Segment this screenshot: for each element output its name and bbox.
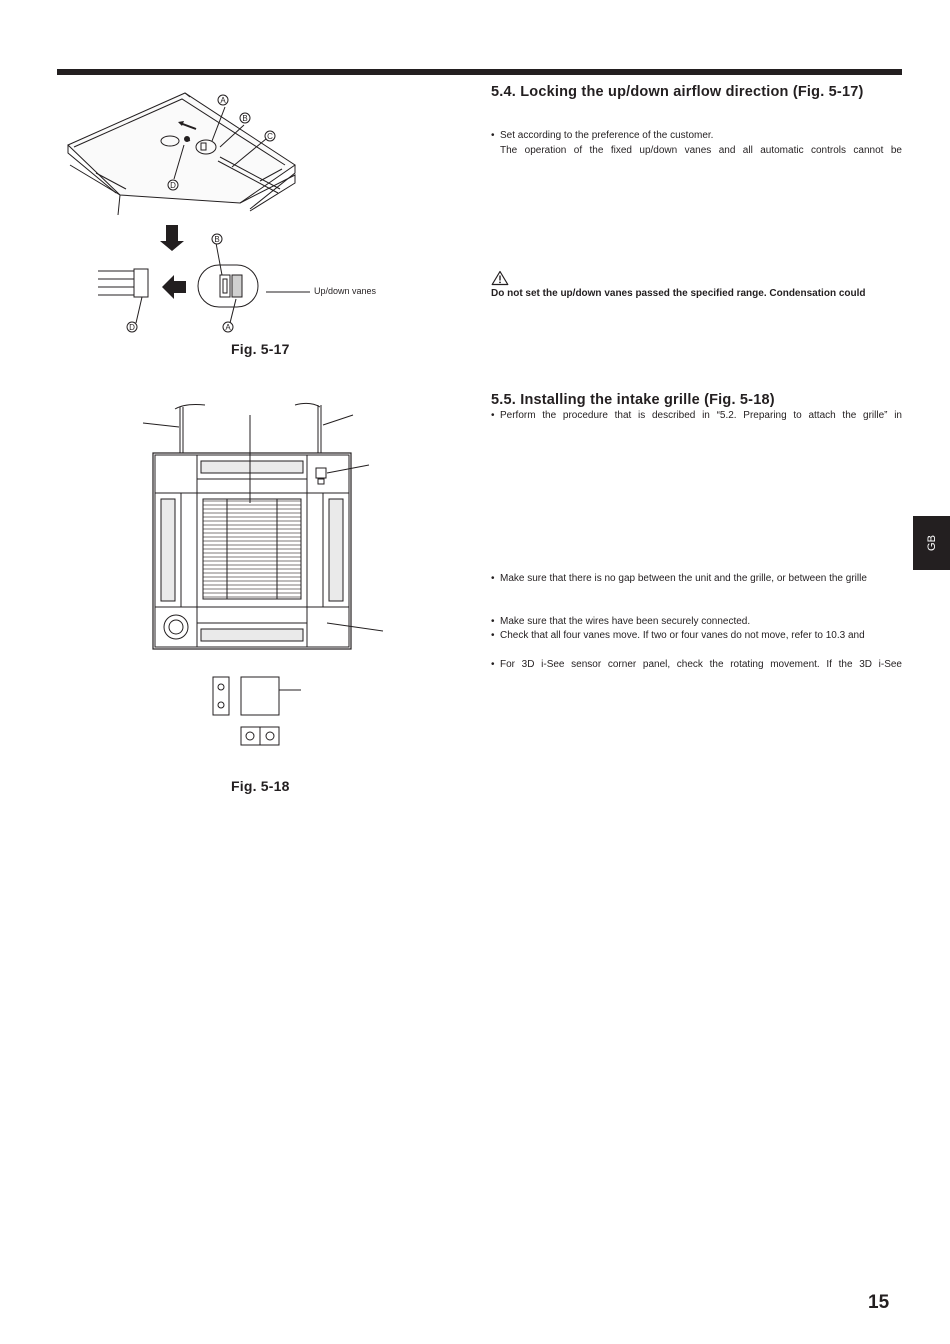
- section-5-5-bullet-4: [491, 628, 902, 643]
- figure-5-17: [60, 85, 390, 345]
- section-5-5-bullet-3-text: Make sure that the wires have been securely connected.: [500, 616, 751, 627]
- language-tab-label: GB: [925, 535, 938, 551]
- label-b-bottom: B: [214, 235, 220, 244]
- section-5-5-bullet-5: [491, 657, 902, 672]
- section-5-5-bullet-3: [491, 614, 902, 629]
- section-5-5-bullet-1-text: Perform the procedure that is described in “5.2. Preparing to attach the grille” in: [500, 410, 902, 421]
- figure-5-18-drawing: [135, 395, 395, 755]
- section-5-5-bullet-1: [491, 408, 902, 423]
- up-down-vanes-callout: Up/down vanes: [314, 286, 377, 296]
- figure-5-18: [135, 395, 395, 755]
- language-tab: [913, 516, 950, 570]
- top-rule: [57, 69, 902, 75]
- label-c: C: [267, 132, 273, 141]
- page-number: 15: [868, 1292, 890, 1313]
- bullet-symbol: •: [491, 659, 495, 670]
- section-5-5-heading: 5.5. Installing the intake grille (Fig. 5-18): [491, 392, 775, 408]
- section-5-4-bullet-1: [491, 128, 902, 143]
- label-a-bottom: A: [225, 323, 231, 332]
- label-a-top: A: [220, 96, 226, 105]
- section-5-5-bullet-5-text: For 3D i-See sensor corner panel, check the rotating movement. If the 3D i-See: [500, 659, 902, 670]
- warning-text: Do not set the up/down vanes passed the specified range. Condensation could: [491, 288, 866, 299]
- label-d-bottom: D: [129, 323, 135, 332]
- section-5-5-bullet-4-text: Check that all four vanes move. If two or four vanes do not move, refer to 10.3 and: [500, 630, 865, 641]
- section-5-4-bullet-1-continuation: The operation of the fixed up/down vanes and all automatic controls cannot be: [500, 145, 902, 156]
- bullet-symbol: •: [491, 410, 495, 421]
- bullet-symbol: •: [491, 573, 495, 584]
- bullet-symbol: •: [491, 616, 495, 627]
- section-5-5-bullet-2: [491, 571, 902, 586]
- label-b-top: B: [242, 114, 248, 123]
- section-5-5-bullet-2-text: Make sure that there is no gap between the unit and the grille, or between the grille: [500, 573, 867, 584]
- label-d-top: D: [170, 181, 176, 190]
- warning-triangle-icon-shape: [491, 270, 509, 286]
- fig-5-18-caption: Fig. 5-18: [231, 778, 290, 794]
- warning-triangle-icon: [491, 270, 509, 286]
- section-5-4-heading: 5.4. Locking the up/down airflow direction (Fig. 5-17): [491, 84, 864, 100]
- bullet-symbol: •: [491, 630, 495, 641]
- figure-5-17-drawing: [60, 85, 390, 345]
- bullet-symbol: •: [491, 130, 495, 141]
- section-5-4-bullet-1-text: Set according to the preference of the customer.: [500, 130, 714, 141]
- fig-5-17-caption: Fig. 5-17: [231, 341, 290, 357]
